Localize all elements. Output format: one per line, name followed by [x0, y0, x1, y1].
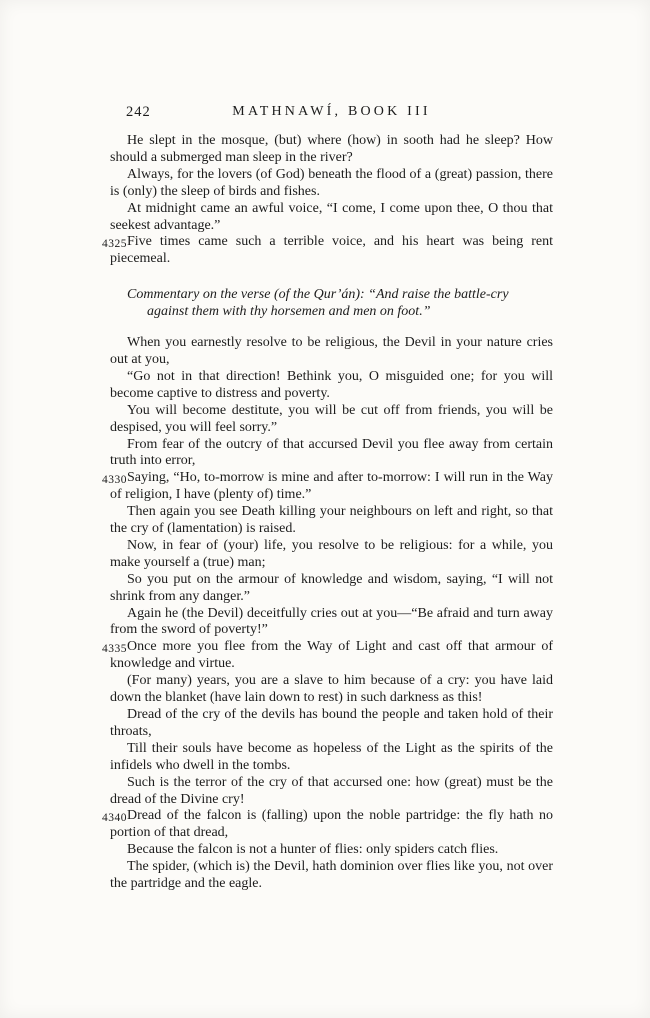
verse-row: [102, 470, 553, 504]
verse-text: You will become destitute, you will be cut off from friends, you will be despised, you will feel sorry.”: [110, 402, 553, 435]
text-block: [102, 133, 553, 893]
verse-text: Now, in fear of (your) life, you resolve to be religious: for a while, you make yourself a (true) man;: [110, 537, 553, 570]
verse-text: Always, for the lovers (of God) beneath the flood of a (great) passion, there is (only) the sleep of birds and fishes.: [110, 166, 553, 199]
page-title: MATHNAWÍ, BOOK III: [232, 104, 431, 119]
verse-row: [110, 538, 553, 572]
verse-row: [102, 639, 553, 673]
commentary-heading: Commentary on the verse (of the Qur’án): “And raise the battle-cry against them with thy horsemen and men on foot.”: [127, 287, 509, 320]
verse-text: Dread of the cry of the devils has bound the people and taken hold of their throats,: [110, 707, 553, 739]
verse-row: [110, 504, 553, 538]
verse-text: Again he (the Devil) deceitfully cries out at you—“Be afraid and turn away from the sword of poverty!”: [110, 605, 553, 638]
running-head: [110, 104, 553, 124]
verse-row: [102, 808, 553, 842]
verse-row: [110, 403, 553, 437]
verse-row: [110, 167, 553, 201]
verse-row: [110, 842, 553, 859]
verse-number: 4325: [102, 238, 127, 251]
verse-text: Dread of the falcon is (falling) upon the noble partridge: the fly hath no portion of that dread,: [110, 808, 553, 841]
verse-row: [110, 673, 553, 707]
verse-row: [110, 606, 553, 640]
verse-row: [110, 133, 553, 167]
verse-row: [110, 437, 553, 471]
verse-text: Till their souls have become as hopeless of the Light as the spirits of the infidels who dwell in the tombs.: [110, 740, 553, 773]
verse-number: 4340: [102, 812, 127, 825]
verse-text: At midnight came an awful voice, “I come, I come upon thee, O thou that seekest advantage.”: [110, 200, 553, 233]
verse-text: When you earnestly resolve to be religious, the Devil in your nature cries out at you,: [110, 335, 553, 367]
verse-text: He slept in the mosque, (but) where (how) in sooth had he sleep? How should a submerged man sleep in the river?: [110, 133, 553, 165]
verse-row: [110, 707, 553, 741]
verse-text: (For many) years, you are a slave to him because of a cry: you have laid down the blanket (have lain down to rest) in such darkness as this!: [110, 673, 553, 706]
verse-number: 4335: [102, 643, 127, 656]
page-number: 242: [126, 104, 151, 120]
verse-row: [102, 234, 553, 268]
verse-text: Such is the terror of the cry of that accursed one: how (great) must be the dread of the Divine cry!: [110, 774, 553, 807]
verse-row: [110, 572, 553, 606]
verse-text: Five times came such a terrible voice, and his heart was being rent piecemeal.: [110, 234, 553, 267]
verse-text: “Go not in that direction! Bethink you, O misguided one; for you will become captive to distress and poverty.: [110, 368, 553, 401]
verse-text: So you put on the armour of knowledge and wisdom, saying, “I will not shrink from any danger.”: [110, 571, 553, 604]
verse-text: Then again you see Death killing your neighbours on left and right, so that the cry of (lamentation) is raised.: [110, 504, 553, 537]
verse-row: [110, 775, 553, 809]
verse-row: [110, 369, 553, 403]
verse-text: Saying, “Ho, to-morrow is mine and after to-morrow: I will run in the Way of religion, I have (plenty of) time.”: [110, 470, 553, 503]
verse-row: [110, 201, 553, 235]
verse-text: The spider, (which is) the Devil, hath dominion over flies like you, not over the partridge and the eagle.: [110, 859, 553, 892]
verse-text: Because the falcon is not a hunter of flies: only spiders catch flies.: [127, 842, 499, 858]
verse-number: 4330: [102, 474, 127, 487]
verse-row: [110, 741, 553, 775]
verse-row: [110, 859, 553, 893]
verse-row: [110, 335, 553, 369]
verse-text: From fear of the outcry of that accursed Devil you flee away from certain truth into error,: [110, 436, 553, 469]
verse-text: Once more you flee from the Way of Light and cast off that armour of knowledge and virtue.: [110, 639, 553, 672]
